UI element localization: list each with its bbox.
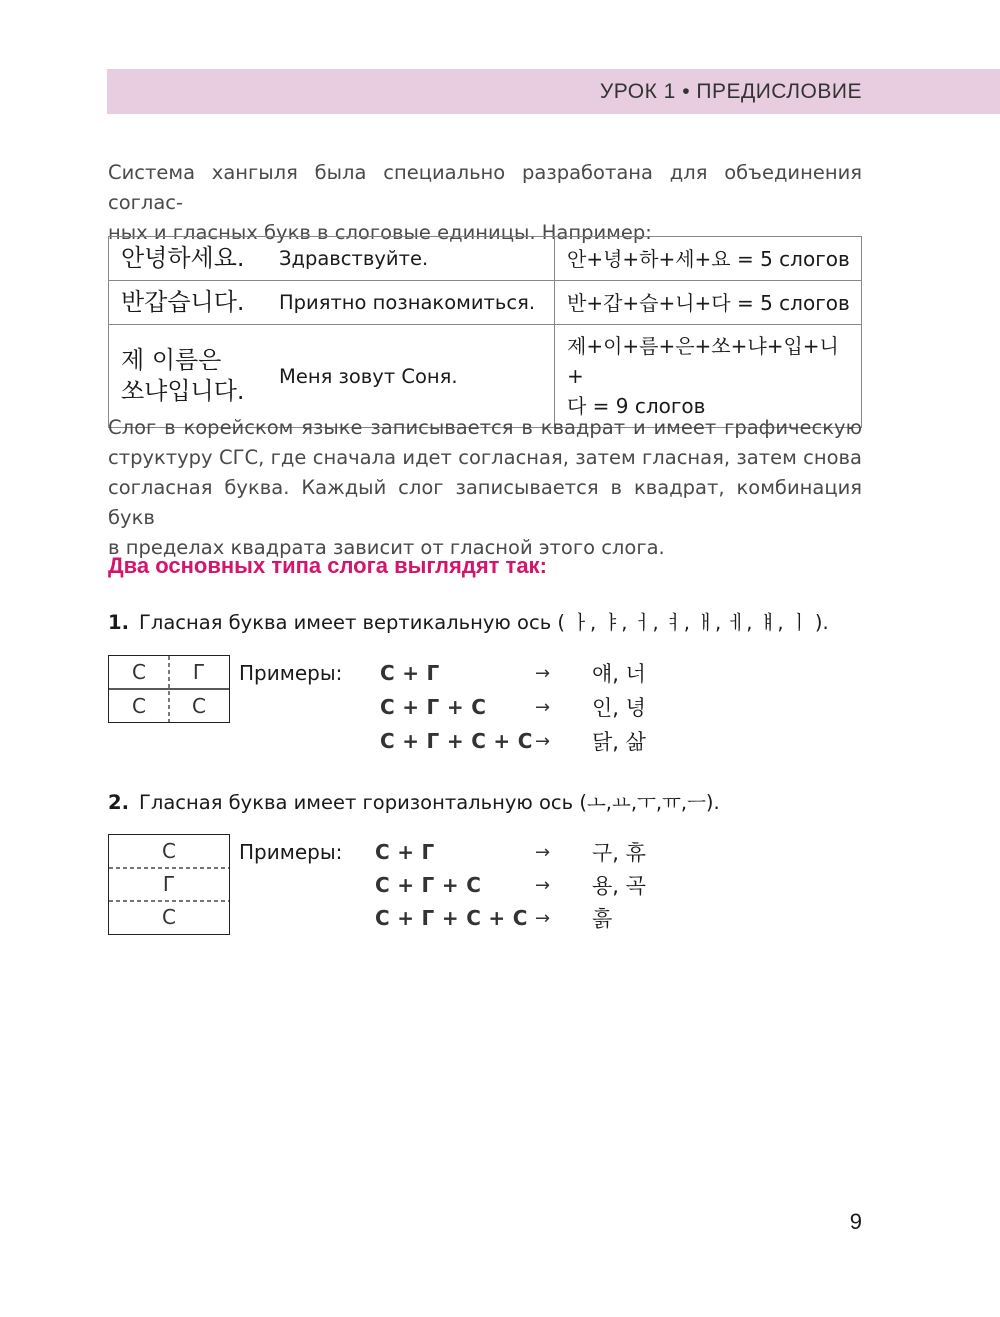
type2-text: Гласная буква имеет горизонтальную ось (ㅗ,ㅛ,ㅜ,ㅠ,ㅡ). [138, 791, 720, 814]
page-number: 9 [849, 1209, 862, 1234]
russian-translation: Здравствуйте. [279, 247, 429, 270]
korean-phrase-line: 제 이름은 [121, 346, 222, 374]
formula: С + Г [380, 661, 440, 685]
arrow-icon: → [535, 875, 551, 896]
grid-cell-consonant: С [132, 694, 146, 718]
arrow-icon: → [535, 697, 551, 718]
example-syllables: 닭, 삶 [592, 730, 646, 754]
section-heading: Два основных типа слога выглядят так: [108, 553, 547, 578]
korean-phrase: 반갑습니다. [121, 288, 245, 316]
examples-table [108, 236, 862, 428]
explanation-line: согласная буква. Каждый слог записывается в квадрат, комбинация букв [108, 476, 862, 529]
syllable-split: 안+녕+하+세+요 = 5 слогов [555, 237, 862, 281]
russian-translation: Приятно познакомиться. [279, 291, 536, 314]
grid-cell-consonant: С [132, 660, 146, 684]
formula: С + Г [375, 840, 435, 864]
examples-label: Примеры: [239, 661, 343, 685]
russian-translation: Меня зовут Соня. [279, 364, 458, 388]
running-header: УРОК 1 • ПРЕДИСЛОВИЕ [599, 80, 862, 103]
type2-rule [108, 787, 720, 815]
formula: С + Г + С [380, 695, 487, 719]
korean-phrase-line: 쏘냐입니다. [121, 377, 245, 405]
arrow-icon: → [535, 842, 551, 863]
formula: С + Г + С + С [375, 906, 528, 930]
intro-line: ных и гласных букв в слоговые единицы. Например: [108, 221, 652, 244]
grid-cell-consonant: С [162, 905, 176, 929]
arrow-icon: → [535, 663, 551, 684]
grid-cell-consonant: С [162, 839, 176, 863]
examples-label: Примеры: [239, 840, 343, 864]
explanation-line: Слог в корейском языке записывается в квадрат и имеет графическую [108, 416, 862, 439]
arrow-icon: → [535, 731, 551, 752]
type1-text: Гласная буква имеет вертикальную ось ( ㅏ, ㅑ, ㅓ, ㅕ, ㅐ, ㅔ, ㅒ, ㅣ ). [138, 611, 829, 634]
grid-cell-consonant: С [192, 694, 206, 718]
example-syllables: 구, 휴 [592, 841, 646, 865]
table-row [109, 281, 862, 325]
example-syllables: 용, 곡 [592, 874, 646, 898]
korean-phrase: 안녕하세요. [121, 244, 245, 272]
explanation-paragraph [108, 413, 862, 563]
example-syllables: 흙 [592, 907, 613, 931]
type1-number: 1. [108, 611, 129, 634]
explanation-line: структуру СГС, где сначала идет согласная, затем гласная, затем снова [108, 446, 862, 469]
example-syllables: 얘, 너 [592, 662, 646, 686]
intro-paragraph [108, 158, 862, 248]
type2-number: 2. [108, 791, 129, 814]
arrow-icon: → [535, 908, 551, 929]
syllable-split-line: 제+이+름+은+쏘+냐+입+니+ [567, 334, 839, 388]
header-band [107, 69, 1000, 114]
grid-cell-vowel: Г [162, 872, 176, 896]
table-row [109, 237, 862, 281]
type1-rule [108, 607, 829, 635]
formula: С + Г + С + С [380, 729, 533, 753]
syllable-split-line: 다 = 9 слогов [567, 394, 706, 418]
syllable-split: 반+갑+습+니+다 = 5 слогов [555, 281, 862, 325]
korean-phrase [121, 345, 279, 407]
example-syllables: 인, 녕 [592, 696, 646, 720]
formula: С + Г + С [375, 873, 482, 897]
intro-line: Система хангыля была специально разработана для объединения соглас- [108, 161, 862, 214]
grid-cell-vowel: Г [192, 660, 206, 684]
vertical-syllable-grid [108, 655, 230, 723]
explanation-line: в пределах квадрата зависит от гласной этого слога. [108, 536, 665, 559]
horizontal-syllable-grid [108, 834, 230, 935]
